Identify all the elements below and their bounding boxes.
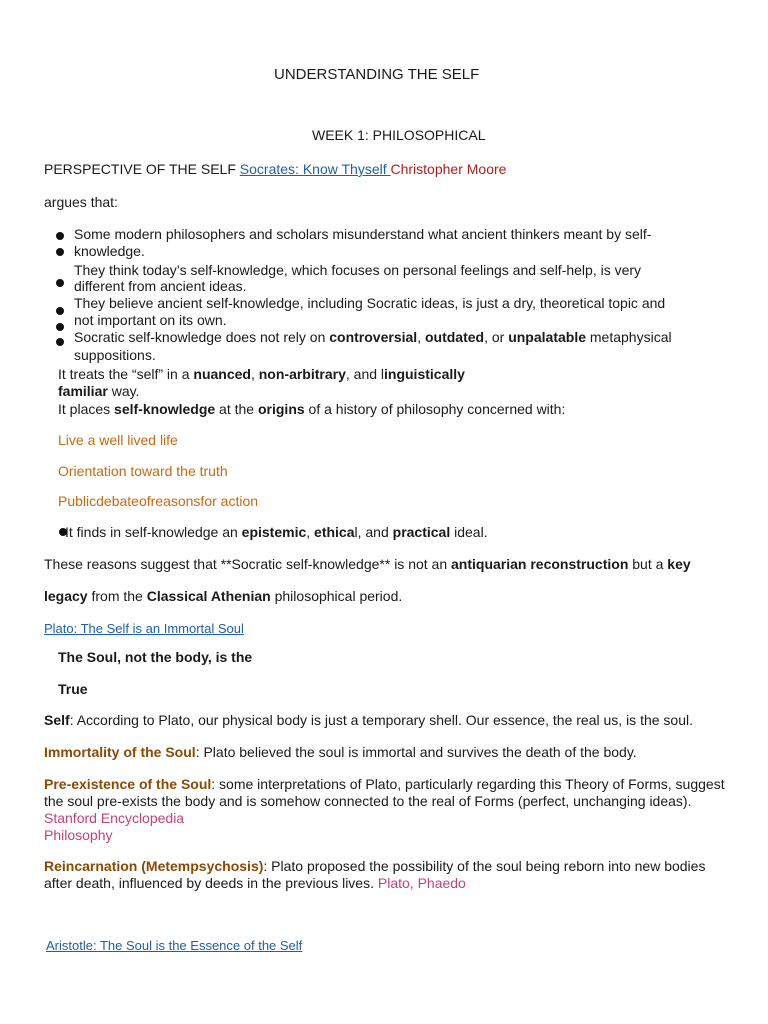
emphasis: legacy [44,588,88,604]
text-run: from the [87,588,147,604]
bullet-dot [56,279,64,287]
bullet-1-line-1: Some modern philosophers and scholars misunderstand what ancient thinkers meant by self- [74,226,652,242]
bullet-dot [56,307,64,315]
emphasis: non-arbitrary [258,366,346,382]
bullet-2-line-2: different from ancient ideas. [74,278,247,294]
soul-line-2 [58,681,88,697]
section-label: Pre-existence of the Soul [44,776,212,792]
aristotle-link[interactable]: Aristotle: The Soul is the Essence of the Self [46,938,303,953]
perspective-text: PERSPECTIVE OF THE SELF [44,161,240,177]
text-run: l, and [354,524,393,540]
text-run: , [306,524,315,540]
emphasis: Classical Athenian [146,588,271,604]
self-paragraph [44,712,693,728]
text-run: at the [215,401,258,417]
bullet-3-line-1: They believe ancient self-knowledge, including Socratic ideas, is just a dry, theoretical topic and [74,295,666,311]
text-run: It places [58,401,115,417]
author-name: Christopher Moore [390,161,507,177]
text-run: Socratic self-knowledge does not rely on [74,329,330,345]
reasons-line-2 [44,588,402,604]
emphasis: inguistically [384,366,465,382]
text-run: : Plato proposed the possibility of the soul being reborn into new bodies after death, influenced by deeds in the previous lives. [44,858,706,891]
emphasis: unpalatable [508,329,586,345]
perspective-line [44,161,506,177]
reasons-line-1 [44,556,691,572]
bullet-2-line-1: They think today’s self-knowledge, which focuses on personal feelings and self-help, is very [74,262,642,278]
concern-item: Orientation toward the truth [58,463,228,479]
text-run: : According to Plato, our physical body is just a temporary shell. Our essence, the real us, is the soul. [69,712,693,728]
text-run: ideal. [450,524,488,540]
text-run: It finds in self-knowledge an [65,524,242,540]
treats-line-1 [58,366,465,382]
bullet-dot [56,323,64,331]
text-run: of a history of philosophy concerned with: [304,401,566,417]
citation: Stanford Encyclopedia [44,810,185,826]
places-line [58,401,565,417]
bullet-4-line-1 [74,329,672,345]
emphasis: self-knowledge [114,401,216,417]
emphasis: controversial [329,329,418,345]
text-run: These reasons suggest that **Socratic self-knowledge** is not an [44,556,452,572]
text-run: : some interpretations of Plato, particularly regarding this Theory of Forms, suggest the soul pre-exists the body and is somehow connected to the real of Forms (perfect, unchanging ideas). [44,776,725,809]
preexistence-paragraph [44,776,734,844]
citation: Philosophy [44,827,113,843]
bullet-dot [56,232,64,240]
text-run: way. [107,383,140,399]
emphasis: Self [44,712,70,728]
emphasis: epistemic [241,524,307,540]
text-run: metaphysical [586,329,672,345]
emphasis: practical [392,524,451,540]
text-run: , [250,366,259,382]
emphasis: nuanced [193,366,251,382]
section-label: Immortality of the Soul [44,744,196,760]
text-run: , and l [345,366,385,382]
plato-link[interactable]: Plato: The Self is an Immortal Soul [44,621,244,636]
finds-line [65,524,488,540]
week-heading: WEEK 1: PHILOSOPHICAL [312,127,486,143]
immortality-paragraph [44,744,637,760]
bullet-dot [56,338,64,346]
text-run: philosophical period. [270,588,403,604]
bullet-4-line-2: suppositions. [74,347,156,363]
bullet-1-line-2: knowledge. [74,243,145,259]
text-run: but a [628,556,668,572]
socrates-link[interactable]: Socrates: Know Thyself [239,161,391,177]
argues-text: argues that: [44,194,118,210]
emphasis: antiquarian reconstruction [451,556,629,572]
emphasis: origins [257,401,305,417]
emphasis: ethica [314,524,355,540]
emphasis: True [58,681,88,697]
citation: Plato, Phaedo [377,875,466,891]
section-label: Reincarnation (Metempsychosis) [44,858,264,874]
reincarnation-paragraph [44,858,734,892]
emphasis: The Soul, not the body, is the [58,649,253,665]
emphasis: familiar [58,383,108,399]
bullet-3-line-2: not important on its own. [74,312,227,328]
emphasis: outdated [424,329,485,345]
document-title: UNDERSTANDING THE SELF [274,66,480,83]
bullet-dot [56,248,64,256]
concern-item: Publicdebateofreasonsfor action [58,493,259,509]
text-run: , or [484,329,509,345]
emphasis: key [667,556,691,572]
text-run: It treats the “self” in a [58,366,194,382]
concern-item: Live a well lived life [58,432,178,448]
treats-line-2 [58,383,139,399]
text-run: , [417,329,425,345]
soul-line-1 [58,649,252,665]
text-run: : Plato believed the soul is immortal and survives the death of the body. [195,744,637,760]
